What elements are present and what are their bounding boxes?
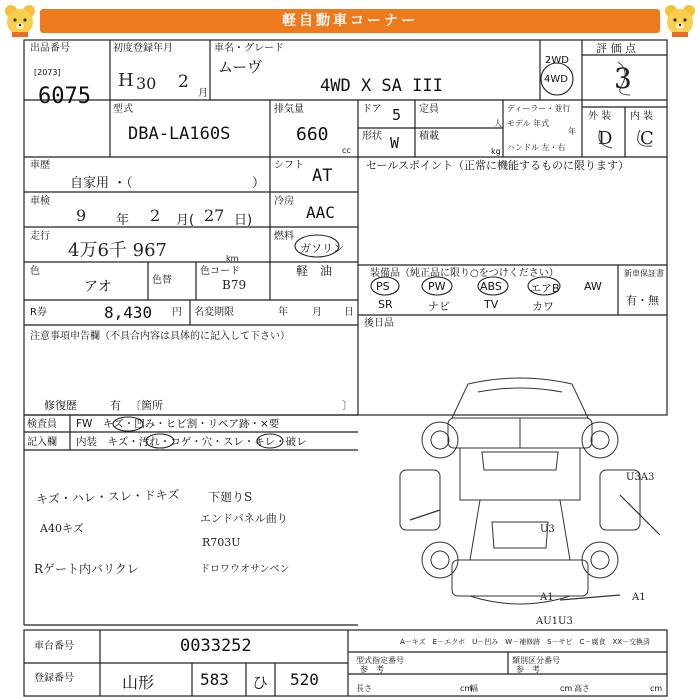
first-registration-year: 30 [136,74,157,93]
equipment-navi: ナビ [428,300,450,313]
equipment-sr: SR [378,298,393,311]
inspection-year: 9 [76,206,87,225]
drive-2wd: 2WD [545,55,569,66]
category-value: 自家用 ・（ [70,176,133,191]
handle-label: ハンドル 左・右 [507,143,566,152]
model-grade-label: 車名・グレード [214,43,284,54]
color-value: アオ [84,279,112,295]
category-label: 車歴 [30,160,50,171]
shift-value: AT [312,166,333,186]
category-number-label: 類別区分番号 [512,656,560,665]
chassis-label: 車台番号 [34,641,74,652]
equipment-aw: AW [584,280,602,293]
interior-label: 内 装 [630,111,654,122]
displacement-unit: cc [342,146,351,155]
type-cert-label: 型式指定番号 [356,656,404,665]
equipment-abs: ABS [480,280,502,293]
displacement-value: 660 [296,124,329,145]
dealer-label: ディーラー・並行 [507,104,571,113]
fuel-alt: 軽 油 [296,264,333,278]
lot-number: 6075 [38,84,91,109]
handwritten-note: Rゲート内バリクレ [34,562,139,576]
inspection-day: 27 [204,206,225,225]
model-year-label: モデル 年式 [507,119,550,128]
inspection-month: 2 [150,206,161,225]
entry-label: 記入欄 [27,437,57,448]
repair-history-suffix: 〔箇所 [130,399,163,412]
aircon-value: AAC [306,203,335,222]
height-label: 高さ [574,684,590,693]
load-label: 積載 [419,131,439,142]
diagram-mark: A1 [632,592,646,603]
diagram-mark: AU1U3 [536,616,573,627]
mileage-unit: km [226,254,239,263]
transfer-year: 年 [278,307,288,318]
aircon-label: 冷房 [274,196,294,207]
score-value: 3 [614,62,632,95]
category-close: ） [252,176,266,191]
diagram-mark: A1 [540,592,554,603]
inspector-row: FW キズ・凹み・ヒビ割・リペア跡・×要 [76,418,280,430]
handwritten-note: A40キズ [40,522,84,535]
mileage-value: 4万6千 967 [68,240,167,261]
sales-point-label: セールスポイント（正常に機能するものに限ります） [366,159,630,172]
grade: 4WD X SA III [320,76,443,96]
transfer-month: 月 [312,307,322,318]
load-unit: kg [491,147,501,156]
entry-row: 内装 キズ・汚れ・コゲ・穴・スレ・キレ・破レ [76,436,307,448]
first-registration-label: 初度登録年月 [113,43,173,54]
transfer-day: 日 [344,307,354,318]
score-label: 評 価 点 [596,42,636,55]
doors-label: ドア [362,104,382,115]
header-title: 軽自動車コーナー [282,13,418,29]
equipment-tv: TV [484,298,499,311]
color-code-value: B79 [222,278,247,292]
doors-value: 5 [392,106,402,124]
equipment-ps: PS [376,280,390,293]
recycle-value: 8,430 [104,303,153,322]
color-label: 色 [30,266,40,277]
handwritten-note: ドロワウオサンベン [200,564,290,575]
handwritten-note: キズ・ハレ・スレ・ドキズ [35,487,180,507]
car-name: ムーヴ [218,58,263,76]
new-warranty-value: 有・無 [626,294,659,307]
plate-label: 登録番号 [34,673,74,684]
shape-value: W [390,134,400,152]
repair-history-label: 修復歴 [44,399,77,412]
first-registration-era: H [118,70,134,91]
handwritten-note: エンドパネル曲り [200,512,288,525]
equipment-label: 装備品（純正品に限り○をつけください） [370,268,559,279]
fuel-label: 燃料 [274,231,294,242]
color-change-label: 色替 [152,275,172,286]
capacity-label: 定員 [419,104,439,115]
plate-region: 山形 [122,673,155,692]
first-registration-month-unit: 月 [198,88,208,99]
equipment-airbag: エアB [530,282,560,295]
drive-4wd: 4WD [544,74,568,85]
mileage-label: 走行 [30,231,50,242]
plate-number: 520 [290,670,319,689]
diagram-mark: U3 [540,524,555,535]
inspection-month-unit: 月( [176,213,195,228]
interior-grade: C [640,128,654,149]
handwritten-note: 下廻りS [208,490,253,504]
notes-label: 注意事項申告欄（不具合内容は具体的に記入して下さい） [30,331,290,342]
equipment-leather: カワ [532,300,554,313]
repair-history-close: 〕 [342,399,353,412]
car-damage-diagram [400,378,660,604]
width-label: 幅 [470,684,478,693]
displacement-label: 排気量 [274,104,304,115]
plate-kana: ひ [252,673,269,692]
shift-label: シフト [274,160,304,171]
rear-seat-label: 後日品 [364,318,394,329]
defect-legend: A－キズ E－エクボ U－凹み W－補修跡 S－サビ C－腐食 XX－交換済 [400,638,651,646]
color-code-label: 色コード [200,266,240,277]
inspector-label: 検査員 [27,419,57,430]
exterior-label: 外 装 [588,111,612,122]
reference-label: 参 考 [360,665,384,674]
recycle-unit: 円 [172,307,182,318]
transfer-label: 名変期限 [194,307,234,318]
inspection-day-unit: 日) [234,213,253,228]
first-registration-month: 2 [178,72,189,92]
shape-label: 形状 [362,131,382,142]
reference-label: 参 考 [516,665,540,674]
type-label: 型式 [113,104,133,115]
repair-history-value: 有 [110,399,121,412]
handwritten-note: R703U [202,536,241,549]
width-unit: cm [560,684,573,693]
fuel-value: ガソリン [300,242,344,255]
inspection-label: 車検 [30,196,50,207]
chassis-value: 0033252 [180,636,252,656]
model-year-unit: 年 [568,127,576,136]
lot-number-label: 出品番号 [30,43,70,54]
plate-class: 583 [200,670,229,689]
height-unit: cm [650,684,663,693]
exterior-grade: D [598,128,613,149]
capacity-unit: 人 [494,119,502,128]
diagram-mark: U3A3 [626,472,655,483]
recycle-label: R券 [30,307,47,318]
length-unit: cm [460,684,473,693]
equipment-pw: PW [428,280,446,293]
type-value: DBA-LA160S [128,124,231,144]
new-warranty-label: 新車保証書 [624,269,664,278]
length-label: 長さ [356,684,372,693]
inspection-year-unit: 年 [116,213,130,228]
lot-small-number: [2073] [34,68,61,77]
